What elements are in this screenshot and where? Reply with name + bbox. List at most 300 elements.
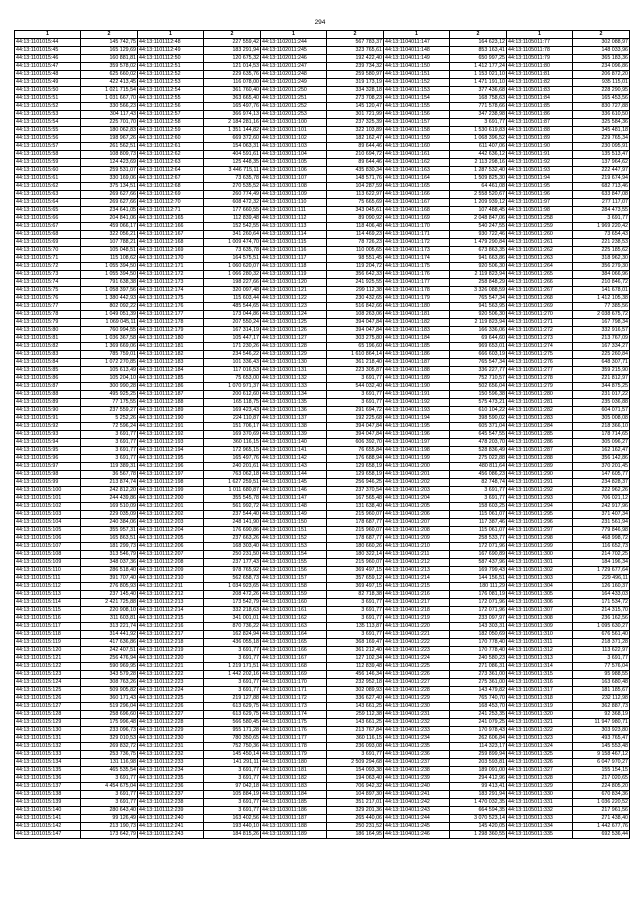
cadastral-value-cell: 166 336,06 [450,327,507,335]
cadastral-number-cell: 44:13:1104011:166 [384,191,450,199]
cadastral-value-cell: 760 994,55 [81,327,138,335]
cadastral-number-cell: 44:13:1105011:277 [507,367,573,375]
cadastral-number-cell: 44:13:1105011:321 [507,719,573,727]
cadastral-number-cell: 44:13:1101112:230 [138,735,204,743]
cadastral-value-cell: 1 442 677,76 [573,823,630,831]
cadastral-value-cell: 208 472,26 [204,591,261,599]
cadastral-number-cell: 44:13:1105011:83 [507,87,573,95]
cadastral-value-cell: 160 881,81 [81,55,138,63]
cadastral-value-cell: 442 636,12 [450,151,507,159]
cadastral-number-cell: 44:13:1101015:82 [15,343,81,351]
cadastral-number-cell: 44:13:1101015:79 [15,319,81,327]
cadastral-value-cell: 234 641,05 [81,207,138,215]
cadastral-value-cell: 271 438,40 [573,815,630,823]
cadastral-value-cell: 3 691,77 [204,647,261,655]
table-row [15,95,630,103]
cadastral-value-cell: 164 623,12 [450,39,507,47]
cadastral-number-cell: 44:13:1105011:270 [507,311,573,319]
cadastral-value-cell: 178 714,65 [573,431,630,439]
cadastral-number-cell: 44:13:1101112:70 [138,199,204,207]
cadastral-number-cell: 44:13:1101112:223 [138,679,204,687]
cadastral-value-cell: 561 992,72 [204,503,261,511]
cadastral-value-cell: 1 060 620,07 [204,263,261,271]
cadastral-value-cell: 978 765,92 [204,567,261,575]
table-row [15,575,630,583]
cadastral-value-cell: 516 842,66 [327,303,384,311]
cadastral-number-cell: 44:13:1105011:313 [507,655,573,663]
table-row [15,351,630,359]
cadastral-value-cell: 181 299,73 [81,543,138,551]
cadastral-number-cell: 44:13:1103011:118 [261,263,327,271]
cadastral-number-cell: 44:13:1105011:93 [507,167,573,175]
cadastral-number-cell: 44:13:1105011:320 [507,711,573,719]
cadastral-number-cell: 44:13:1101015:55 [15,127,81,135]
table-row [15,335,630,343]
cadastral-number-cell: 44:13:1101015:129 [15,719,81,727]
table-row [15,583,630,591]
table-row [15,687,630,695]
cadastral-value-cell: 168 453,70 [450,703,507,711]
table-row [15,191,630,199]
cadastral-value-cell: 184 196,34 [573,559,630,567]
cadastral-number-cell: 44:13:1101112:229 [138,727,204,735]
cadastral-number-cell: 44:13:1101015:97 [15,463,81,471]
cadastral-number-cell: 44:13:1105011:308 [507,615,573,623]
cadastral-value-cell: 215 960,07 [327,559,384,567]
cadastral-number-cell: 44:13:1104011:235 [384,743,450,751]
cadastral-value-cell: 193 440,10 [204,823,261,831]
cadastral-number-cell: 44:13:1105011:279 [507,383,573,391]
cadastral-value-cell: 258 533,77 [450,535,507,543]
cadastral-number-cell: 44:13:1103011:167 [261,655,327,663]
cadastral-value-cell: 175 996,48 [81,719,138,727]
table-row [15,399,630,407]
cadastral-number-cell: 44:13:1105011:291 [507,479,573,487]
page-number: 294 [314,19,326,26]
cadastral-number-cell: 44:13:1101015:59 [15,159,81,167]
cadastral-number-cell: 44:13:1103011:121 [261,287,327,295]
cadastral-value-cell: 361 218,40 [327,359,384,367]
cadastral-value-cell: 1 729 677,64 [573,567,630,575]
cadastral-value-cell: 129 658,19 [327,471,384,479]
cadastral-number-cell: 44:13:1101015:128 [15,711,81,719]
cadastral-value-cell: 493 765,47 [573,735,630,743]
table-row [15,615,630,623]
cadastral-value-cell: 318 962,30 [573,255,630,263]
cadastral-value-cell: 220 908,10 [81,607,138,615]
cadastral-value-cell: 203 593,81 [450,759,507,767]
cadastral-number-cell: 44:13:1104011:171 [384,231,450,239]
cadastral-number-cell: 44:13:1104011:162 [384,159,450,167]
cadastral-number-cell: 44:13:1103011:154 [261,551,327,559]
cadastral-number-cell: 44:13:1101112:59 [138,127,204,135]
cadastral-value-cell: 605 371,04 [450,423,507,431]
cadastral-value-cell: 763 062,18 [204,471,261,479]
cadastral-number-cell: 44:13:1102011:248 [261,71,327,79]
cadastral-number-cell: 44:13:1101015:102 [15,503,81,511]
cadastral-number-cell: 44:13:1105011:299 [507,543,573,551]
cadastral-value-cell: 345 481,18 [573,127,630,135]
cadastral-value-cell: 2 048 847,06 [450,215,507,223]
cadastral-value-cell: 3 691,77 [204,799,261,807]
cadastral-value-cell: 3 691,77 [204,767,261,775]
cadastral-number-cell: 44:13:1101112:171 [138,263,204,271]
cadastral-value-cell: 183 291,94 [204,47,261,55]
table-row [15,263,630,271]
cadastral-value-cell: 302 088,97 [573,39,630,47]
cadastral-number-cell: 44:13:1103011:164 [261,631,327,639]
cadastral-value-cell: 347 238,98 [450,111,507,119]
cadastral-value-cell: 1 219 171,51 [204,663,261,671]
cadastral-number-cell: 44:13:1101112:49 [138,47,204,55]
cadastral-value-cell: 853 163,41 [450,47,507,55]
cadastral-value-cell: 371 407,34 [573,511,630,519]
cadastral-value-cell: 189 091,00 [450,767,507,775]
table-row [15,151,630,159]
cadastral-number-cell: 44:13:1101112:212 [138,591,204,599]
table-row [15,47,630,55]
cadastral-value-cell: 276 805,93 [81,583,138,591]
cadastral-number-cell: 44:13:1101112:165 [138,215,204,223]
cadastral-value-cell: 242 812,20 [81,487,138,495]
cadastral-value-cell: 230 095,91 [573,143,630,151]
cadastral-number-cell: 44:13:1103011:161 [261,607,327,615]
cadastral-number-cell: 44:13:1101015:95 [15,447,81,455]
cadastral-number-cell: 44:13:1101112:238 [138,799,204,807]
cadastral-value-cell: 155 154,15 [573,767,630,775]
cadastral-value-cell: 204 841,06 [81,215,138,223]
cadastral-number-cell: 44:13:1104011:179 [384,295,450,303]
cadastral-number-cell: 44:13:1103011:150 [261,519,327,527]
cadastral-number-cell: 44:13:1101112:203 [138,519,204,527]
cadastral-value-cell: 1 021 715,54 [81,87,138,95]
cadastral-value-cell: 141 678,01 [573,287,630,295]
cadastral-number-cell: 44:13:1103011:105 [261,159,327,167]
table-row [15,167,630,175]
cadastral-value-cell: 969 653,01 [450,343,507,351]
cadastral-value-cell: 215 960,07 [327,527,384,535]
cadastral-number-cell: 44:13:1101112:196 [138,463,204,471]
cadastral-number-cell: 44:13:1101112:192 [138,431,204,439]
cadastral-number-cell: 44:13:1101112:218 [138,639,204,647]
cadastral-value-cell: 1 011 680,87 [204,487,261,495]
table-row [15,135,630,143]
table-row [15,463,630,471]
cadastral-value-cell: 765 547,34 [450,295,507,303]
cadastral-value-cell: 323 765,61 [327,47,384,55]
cadastral-value-cell: 391 707,40 [81,575,138,583]
cadastral-number-cell: 44:13:1105011:296 [507,519,573,527]
cadastral-value-cell: 237 177,43 [204,559,261,567]
cadastral-value-cell: 250 231,50 [204,551,261,559]
cadastral-number-cell: 44:13:1103011:115 [261,239,327,247]
cadastral-value-cell: 360 116,15 [204,439,261,447]
cadastral-value-cell: 456 146,34 [327,671,384,679]
cadastral-value-cell: 305 008,08 [573,415,630,423]
cadastral-value-cell: 237 544,40 [204,511,261,519]
cadastral-value-cell: 941 563,95 [450,303,507,311]
cadastral-number-cell: 44:13:1105011:317 [507,687,573,695]
cadastral-number-cell: 44:13:1101015:127 [15,703,81,711]
table-row [15,199,630,207]
cadastral-number-cell: 44:13:1101015:93 [15,431,81,439]
cadastral-number-cell: 44:13:1101015:83 [15,351,81,359]
cadastral-number-cell: 44:13:1101112:226 [138,703,204,711]
cadastral-value-cell: 332 218,63 [204,607,261,615]
cadastral-value-cell: 228 290,95 [573,87,630,95]
cadastral-value-cell: 65 196,60 [327,343,384,351]
cadastral-value-cell: 167 565,48 [327,495,384,503]
cadastral-value-cell: 1 036 367,58 [81,335,138,343]
cadastral-number-cell: 44:13:1103011:111 [261,207,327,215]
cadastral-value-cell: 230 432,65 [327,295,384,303]
cadastral-number-cell: 44:13:1101112:68 [138,183,204,191]
cadastral-number-cell: 44:13:1101112:232 [138,751,204,759]
cadastral-number-cell: 44:13:1101112:53 [138,79,204,87]
table-row [15,207,630,215]
cadastral-value-cell: 167 798,34 [573,319,630,327]
table-row [15,375,630,383]
cadastral-number-cell: 44:13:1105011:267 [507,287,573,295]
cadastral-value-cell: 706 021,12 [573,495,630,503]
cadastral-value-cell: 3 691,77 [327,631,384,639]
table-row [15,623,630,631]
cadastral-number-cell: 44:13:1101112:175 [138,295,204,303]
table-row [15,535,630,543]
cadastral-number-cell: 44:13:1105011:288 [507,455,573,463]
cadastral-value-cell: 2 184 281,16 [204,119,261,127]
cadastral-number-cell: 44:13:1101015:57 [15,143,81,151]
cadastral-number-cell: 44:13:1103011:122 [261,295,327,303]
cadastral-value-cell: 365 183,36 [573,55,630,63]
cadastral-number-cell: 44:13:1103011:188 [261,823,327,831]
cadastral-number-cell: 44:13:1105011:89 [507,135,573,143]
cadastral-number-cell: 44:13:1105011:273 [507,335,573,343]
cadastral-value-cell: 182 050,69 [450,631,507,639]
column-header: 1 [507,31,573,39]
cadastral-number-cell: 44:13:1101015:116 [15,615,81,623]
cadastral-value-cell: 116 078,00 [204,79,261,87]
cadastral-number-cell: 44:13:1104011:177 [384,279,450,287]
cadastral-number-cell: 44:13:1104011:156 [384,111,450,119]
cadastral-number-cell: 44:13:1103011:180 [261,759,327,767]
table-row [15,519,630,527]
cadastral-value-cell: 240 580,23 [450,655,507,663]
cadastral-value-cell: 368 169,47 [327,639,384,647]
cadastral-number-cell: 44:13:1101015:126 [15,695,81,703]
cadastral-number-cell: 44:13:1104011:173 [384,247,450,255]
cadastral-value-cell: 107 788,21 [81,239,138,247]
cadastral-number-cell: 44:13:1101112:193 [138,439,204,447]
cadastral-number-cell: 44:13:1101112:194 [138,447,204,455]
cadastral-number-cell: 44:13:1101112:67 [138,175,204,183]
cadastral-number-cell: 44:13:1103011:141 [261,447,327,455]
cadastral-number-cell: 44:13:1104011:192 [384,399,450,407]
cadastral-number-cell: 44:13:1101015:113 [15,591,81,599]
cadastral-value-cell: 241 253,35 [450,711,507,719]
cadastral-number-cell: 44:13:1101015:136 [15,775,81,783]
cadastral-value-cell: 127 102,34 [327,655,384,663]
cadastral-number-cell: 44:13:1101015:122 [15,663,81,671]
cadastral-number-cell: 44:13:1105011:265 [507,271,573,279]
table-row [15,551,630,559]
cadastral-number-cell: 44:13:1104011:170 [384,223,450,231]
cadastral-value-cell: 394 047,84 [327,431,384,439]
cadastral-value-cell: 165 863,51 [81,535,138,543]
cadastral-number-cell: 44:13:1105011:334 [507,823,573,831]
cadastral-value-cell: 370 201,45 [573,463,630,471]
cadastral-value-cell: 172 071,96 [450,599,507,607]
cadastral-value-cell: 502 656,04 [450,383,507,391]
cadastral-number-cell: 44:13:1105011:79 [507,55,573,63]
cadastral-value-cell: 1 095 630,27 [573,623,630,631]
cadastral-value-cell: 108 263,06 [327,311,384,319]
cadastral-number-cell: 44:13:1105011:263 [507,255,573,263]
cadastral-number-cell: 44:13:1101112:233 [138,759,204,767]
cadastral-number-cell: 44:13:1104011:234 [384,735,450,743]
cadastral-number-cell: 44:13:1101015:45 [15,47,81,55]
cadastral-value-cell: 114 469,23 [327,231,384,239]
cadastral-number-cell: 44:13:1101015:49 [15,79,81,87]
cadastral-number-cell: 44:13:1105011:304 [507,583,573,591]
cadastral-value-cell: 89 090,92 [327,215,384,223]
cadastral-value-cell: 280 643,40 [81,807,138,815]
cadastral-number-cell: 44:13:1105011:302 [507,567,573,575]
cadastral-number-cell: 44:13:1101112:189 [138,407,204,415]
cadastral-number-cell: 44:13:1101112:170 [138,255,204,263]
cadastral-value-cell: 180 322,14 [327,551,384,559]
cadastral-value-cell: 1 442 202,16 [204,671,261,679]
table-row [15,455,630,463]
cadastral-number-cell: 44:13:1104011:240 [384,783,450,791]
table-row [15,231,630,239]
cadastral-number-cell: 44:13:1101112:52 [138,71,204,79]
cadastral-value-cell: 394 047,84 [327,319,384,327]
table-row [15,703,630,711]
cadastral-value-cell: 236 162,56 [573,615,630,623]
table-row [15,559,630,567]
cadastral-number-cell: 44:13:1103011:182 [261,775,327,783]
cadastral-value-cell: 194 063,40 [327,775,384,783]
cadastral-number-cell: 44:13:1101112:174 [138,287,204,295]
cadastral-number-cell: 44:13:1101112:178 [138,319,204,327]
cadastral-value-cell: 1 412 177,24 [450,63,507,71]
cadastral-value-cell: 170 978,43 [450,727,507,735]
cadastral-value-cell: 355 957,31 [81,527,138,535]
cadastral-number-cell: 44:13:1101112:197 [138,471,204,479]
cadastral-value-cell: 1 034 923,65 [204,583,261,591]
column-header: 2 [327,31,384,39]
cadastral-value-cell: 456 086,23 [450,471,507,479]
table-row [15,719,630,727]
cadastral-number-cell: 44:13:1105011:94 [507,175,573,183]
cadastral-number-cell: 44:13:1104011:198 [384,447,450,455]
table-row [15,239,630,247]
cadastral-number-cell: 44:13:1105011:86 [507,111,573,119]
cadastral-value-cell: 802 092,22 [81,303,138,311]
cadastral-number-cell: 44:13:1104011:210 [384,543,450,551]
cadastral-value-cell: 151 706,17 [204,423,261,431]
cadastral-number-cell: 44:13:1103011:147 [261,495,327,503]
table-row [15,223,630,231]
cadastral-value-cell: 229 035,09 [81,511,138,519]
cadastral-value-cell: 259 899,94 [450,751,507,759]
cadastral-number-cell: 44:13:1101015:78 [15,311,81,319]
cadastral-value-cell: 116 652,73 [573,543,630,551]
cadastral-number-cell: 44:13:1101015:104 [15,519,81,527]
table-row [15,599,630,607]
cadastral-value-cell: 361 760,40 [204,87,261,95]
cadastral-value-cell: 124 423,69 [81,159,138,167]
cadastral-number-cell: 44:13:1104011:150 [384,63,450,71]
cadastral-number-cell: 44:13:1105011:275 [507,351,573,359]
cadastral-number-cell: 44:13:1103011:131 [261,367,327,375]
cadastral-number-cell: 44:13:1104011:199 [384,455,450,463]
cadastral-number-cell: 44:13:1101112:199 [138,487,204,495]
cadastral-value-cell: 169 799,43 [450,567,507,575]
cadastral-value-cell: 360 171,43 [81,695,138,703]
cadastral-value-cell: 336 627,40 [327,695,384,703]
cadastral-number-cell: 44:13:1104011:157 [384,119,450,127]
cadastral-value-cell: 215 960,07 [327,511,384,519]
cadastral-value-cell: 3 691,77 [81,775,138,783]
cadastral-number-cell: 44:13:1101015:106 [15,535,81,543]
cadastral-value-cell: 3 691,77 [327,751,384,759]
cadastral-value-cell: 666 603,19 [450,351,507,359]
table-row [15,79,630,87]
cadastral-number-cell: 44:13:1104011:236 [384,751,450,759]
cadastral-number-cell: 44:13:1101112:169 [138,247,204,255]
cadastral-number-cell: 44:13:1105011:96 [507,191,573,199]
cadastral-number-cell: 44:13:1105011:91 [507,151,573,159]
cadastral-number-cell: 44:13:1105011:293 [507,495,573,503]
cadastral-number-cell: 44:13:1103011:145 [261,479,327,487]
cadastral-value-cell: 294 412,96 [450,775,507,783]
cadastral-value-cell: 332 916,57 [573,327,630,335]
cadastral-number-cell: 44:13:1101112:173 [138,279,204,287]
cadastral-number-cell: 44:13:1101015:73 [15,271,81,279]
cadastral-number-cell: 44:13:1101015:76 [15,295,81,303]
cadastral-value-cell: 1 055 394,50 [81,271,138,279]
cadastral-number-cell: 44:13:1101015:61 [15,175,81,183]
cadastral-value-cell: 3 070 523,14 [450,815,507,823]
cadastral-value-cell: 173 542,79 [204,599,261,607]
cadastral-number-cell: 44:13:1105011:280 [507,391,573,399]
cadastral-value-cell: 198 967,26 [81,135,138,143]
cadastral-number-cell: 44:13:1104011:231 [384,711,450,719]
table-row [15,831,630,839]
cadastral-number-cell: 44:13:1103011:165 [261,639,327,647]
cadastral-number-cell: 44:13:1103011:170 [261,679,327,687]
cadastral-value-cell: 180 660,26 [327,543,384,551]
cadastral-value-cell: 322 103,89 [327,127,384,135]
cadastral-number-cell: 44:13:1103011:139 [261,431,327,439]
cadastral-number-cell: 44:13:1103011:185 [261,799,327,807]
cadastral-number-cell: 44:13:1104011:176 [384,271,450,279]
cadastral-value-cell: 162 824,94 [204,631,261,639]
table-row [15,343,630,351]
table-row [15,527,630,535]
cadastral-value-cell: 222 447,97 [573,167,630,175]
cadastral-value-cell: 752 710,57 [450,375,507,383]
cadastral-value-cell: 1 066 280,32 [204,271,261,279]
cadastral-number-cell: 44:13:1101112:231 [138,743,204,751]
cadastral-number-cell: 44:13:1104011:216 [384,591,450,599]
cadastral-value-cell: 692 536,44 [573,831,630,839]
cadastral-number-cell: 44:13:1103011:172 [261,695,327,703]
cadastral-number-cell: 44:13:1104011:196 [384,431,450,439]
cadastral-number-cell: 44:13:1105011:318 [507,695,573,703]
